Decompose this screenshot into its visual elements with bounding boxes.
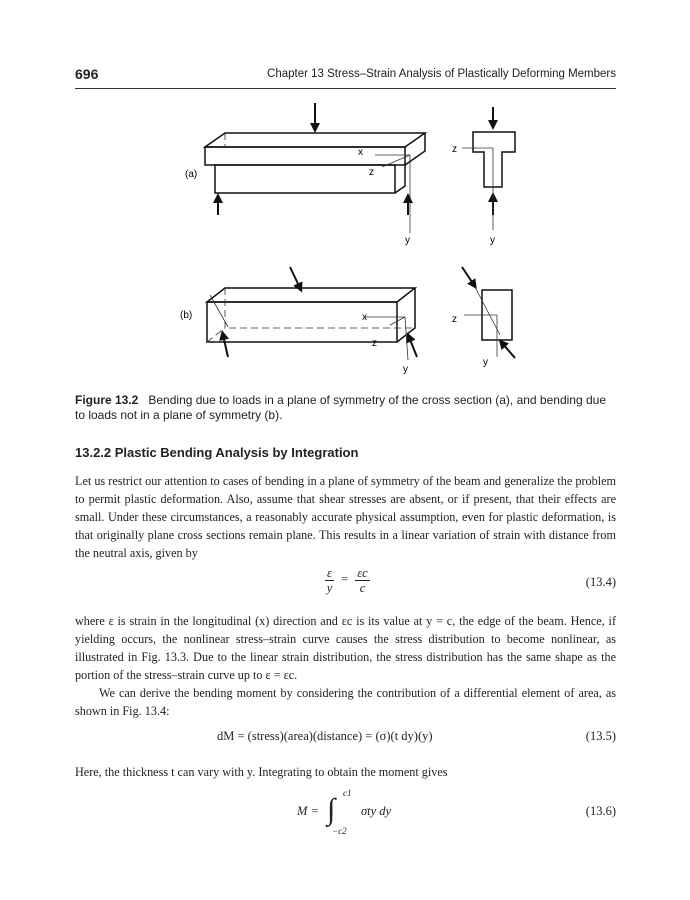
- caption-label: Figure 13.2: [75, 393, 139, 407]
- eq134-rhs-den: c: [359, 581, 366, 595]
- paragraph-2: where ε is strain in the longitudinal (x) direction and εc is its value at y = c, the edge of the beam. Hence, if yielding occurs, the nonlinear stress–strain curve causes the stress distribution to become nonlinear, as illustrated in Fig. 13.3. Due to the linear strain distribution, the stress distribution has the same shape as the portion of the stress–strain curve up to ε = εc.: [75, 614, 616, 682]
- axis-y-label-a-section: y: [490, 235, 495, 246]
- eq134-number: (13.4): [585, 575, 616, 589]
- axis-z-label-b-section: z: [452, 314, 457, 325]
- axis-z-label-a: z: [369, 167, 374, 178]
- panel-b-beam: [207, 288, 415, 342]
- axis-y-label-a: y: [405, 235, 410, 246]
- figure-caption: [75, 393, 616, 423]
- equation-13-6: [75, 790, 616, 838]
- section-title: 13.2.2 Plastic Bending Analysis by Integration: [75, 445, 359, 460]
- eq134-lhs-den: y: [326, 581, 333, 595]
- eq136-number: (13.6): [585, 804, 616, 818]
- panel-b-arrows: [223, 267, 515, 358]
- eq136-integrand: σty dy: [361, 804, 392, 818]
- paragraph-4: Here, the thickness t can vary with y. Integrating to obtain the moment gives: [75, 765, 448, 779]
- eq136-upper: c1: [343, 788, 352, 798]
- running-head: Chapter 13 Stress–Strain Analysis of Plastically Deforming Members: [267, 68, 616, 80]
- axis-z-label-a-section: z: [452, 144, 457, 155]
- axis-x-label-b: x: [362, 312, 367, 323]
- eq135-text: dM = (stress)(area)(distance) = (σ)(t dy)(y): [217, 729, 433, 743]
- axis-z-label-b: z: [372, 338, 377, 349]
- eq135-number: (13.5): [585, 729, 616, 743]
- page-header: [75, 66, 616, 89]
- eq136-lower: −c2: [332, 826, 347, 836]
- axis-y-label-b: y: [403, 364, 408, 375]
- panel-b-label: (b): [180, 310, 193, 321]
- panel-a-cross-section: [473, 132, 515, 187]
- eq136-lhs: M =: [297, 804, 319, 818]
- axis-y-label-b-section: y: [483, 357, 488, 368]
- eq134-equals: =: [341, 572, 349, 587]
- paragraph-1: Let us restrict our attention to cases of bending in a plane of symmetry of the beam and generalize the problem to permit plastic deformation. Also, assume that shear stresses are absent, or if present, that their effects are small. Under these circumstances, a reasonably accurate physical assumption, even for plastic deformation, is that originally plane cross sections remain plane. This results in a linear variation of strain with distance from the neutral axis, given by: [75, 474, 616, 560]
- panel-a-label: (a): [185, 169, 198, 180]
- caption-text: Bending due to loads in a plane of symmetry of the cross section (a), and bending due to loads not in a plane of symmetry (b).: [75, 393, 606, 422]
- panel-a-arrows: [218, 103, 493, 215]
- equation-13-4: [75, 566, 616, 606]
- page-number: 696: [75, 66, 99, 82]
- paragraph-3: We can derive the bending moment by considering the contribution of a differential element of area, as shown in Fig. 13.4:: [75, 686, 616, 718]
- eq136-integral: ∫: [327, 793, 336, 826]
- eq134-rhs-num: εc: [357, 566, 368, 580]
- eq134-lhs-num: ε: [327, 566, 332, 580]
- axis-x-label-a: x: [358, 147, 363, 158]
- figure-13-2: [150, 95, 550, 385]
